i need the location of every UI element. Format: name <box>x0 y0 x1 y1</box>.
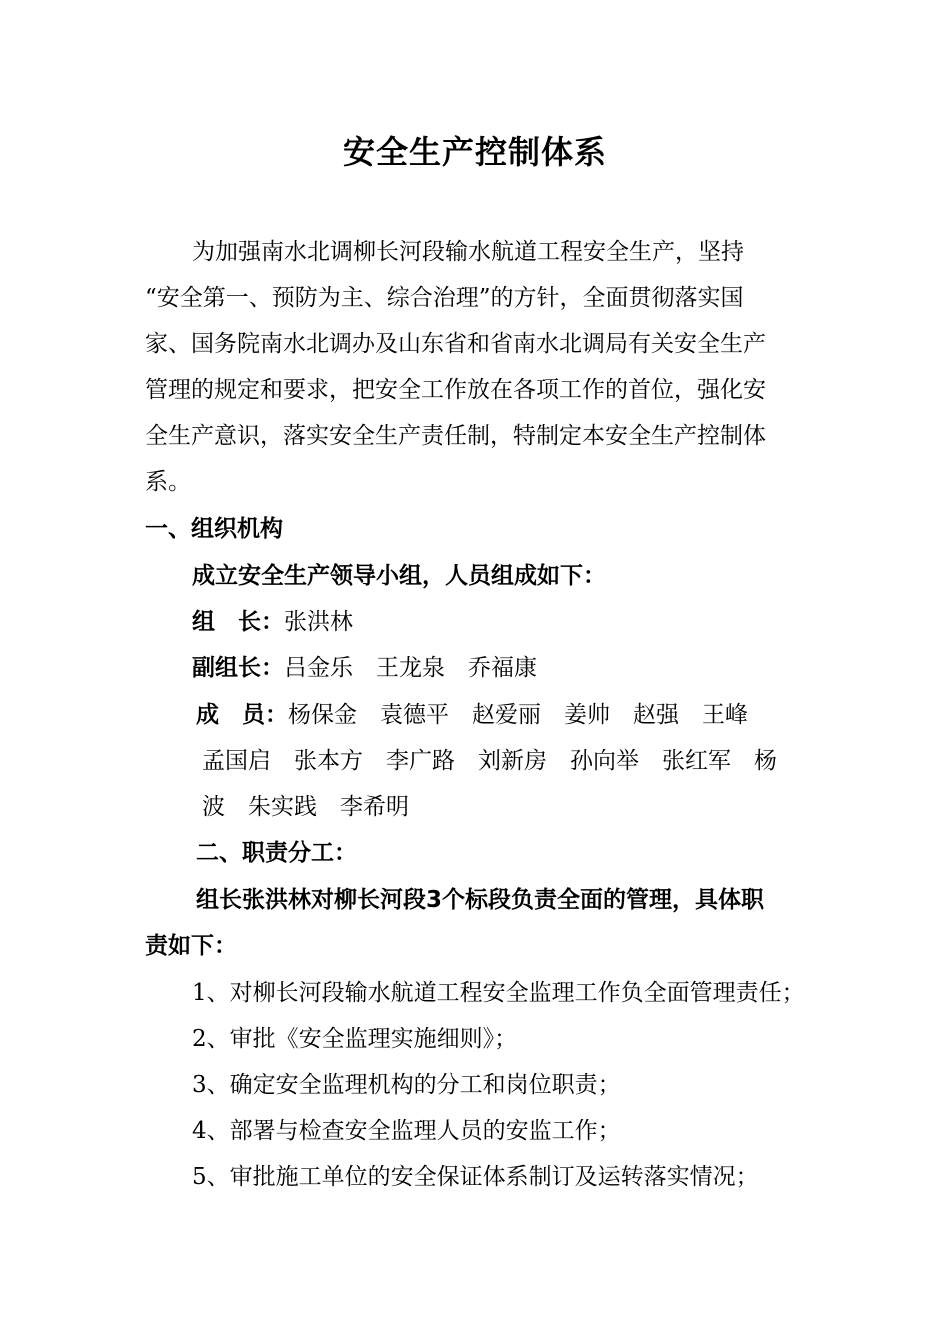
document-title: 安全生产控制体系 <box>342 133 607 171</box>
duty-item-2: 2、审批《安全监理实施细则》； <box>192 1026 518 1052</box>
duty-item-1: 1、对柳长河段输水航道工程安全监理工作负全面管理责任； <box>192 980 805 1006</box>
leader-names: 张洪林 <box>284 609 353 635</box>
intro-line-2: “安全第一、预防为主、综合治理”的方针，全面贯彻落实国 <box>145 285 744 311</box>
member-label: 成 员： <box>196 702 288 728</box>
intro-line-4: 管理的规定和要求，把安全工作放在各项工作的首位，强化安 <box>145 377 766 403</box>
intro-line-5: 全生产意识，落实安全生产责任制，特制定本安全生产控制体 <box>145 423 766 449</box>
duty-intro-line-1: 组长张洪林对柳长河段3个标段负责全面的管理，具体职 <box>196 887 765 913</box>
duty-item-4: 4、部署与检查安全监理人员的安监工作； <box>192 1118 621 1144</box>
leader-label: 组 长： <box>192 609 284 635</box>
deputy-row <box>192 651 537 685</box>
member-names-line-3: 波 朱实践 李希明 <box>202 794 409 820</box>
leader-row <box>192 605 353 639</box>
deputy-names: 吕金乐 王龙泉 乔福康 <box>284 655 537 681</box>
intro-line-6: 系。 <box>145 469 191 495</box>
section1-heading: 一、组织机构 <box>145 516 283 542</box>
duty-item-3: 3、确定安全监理机构的分工和岗位职责； <box>192 1072 621 1098</box>
member-names-line-1: 杨保金 袁德平 赵爱丽 姜帅 赵强 王峰 <box>288 702 748 728</box>
duty-intro-line-2: 责如下： <box>145 933 237 959</box>
intro-line-1: 为加强南水北调柳长河段输水航道工程安全生产，坚持 <box>192 239 744 265</box>
duty-item-5: 5、审批施工单位的安全保证体系制订及运转落实情况； <box>192 1164 759 1190</box>
intro-line-3: 家、国务院南水北调办及山东省和省南水北调局有关安全生产 <box>145 331 766 357</box>
member-row <box>196 698 748 732</box>
section2-heading: 二、职责分工： <box>196 840 357 866</box>
group-intro: 成立安全生产领导小组，人员组成如下： <box>192 563 606 589</box>
member-names-line-2: 孟国启 张本方 李广路 刘新房 孙向举 张红军 杨 <box>202 748 777 774</box>
deputy-label: 副组长： <box>192 655 284 681</box>
